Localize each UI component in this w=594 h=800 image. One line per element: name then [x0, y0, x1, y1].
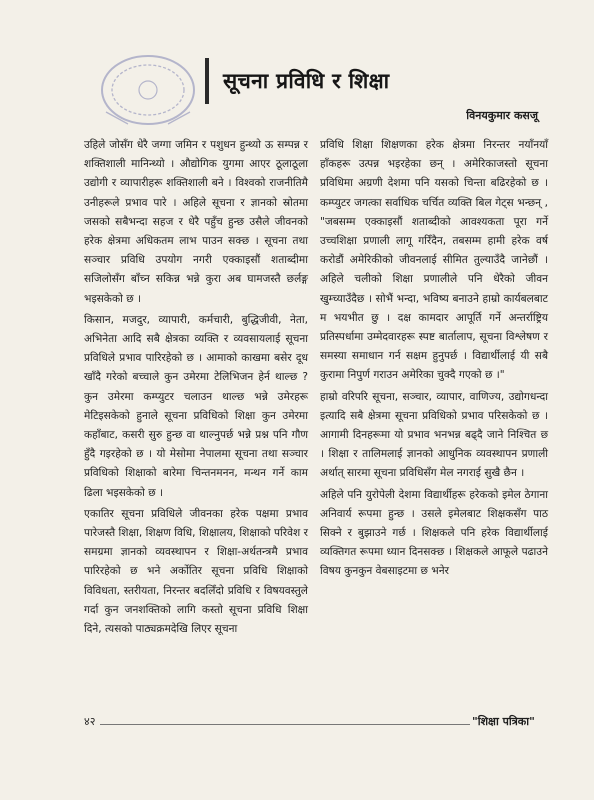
right-column	[320, 136, 548, 584]
title-accent-bar	[205, 58, 209, 104]
office-seal-stamp	[84, 40, 212, 140]
footer-rule	[100, 724, 470, 725]
author-name: विनयकुमार कसजू	[466, 109, 538, 122]
paragraph: अहिले पनि युरोपेली देशमा विद्यार्थीहरू हरेकको इमेल ठेगाना अनिवार्य रूपमा हुन्छ । उसले इमेलबाट शिक्षकसँग पाठ सिक्ने र बुझाउने गर्छ । शिक्षकले पनि हरेक विद्यार्थीलाई व्यक्तिगत रूपमा ध्यान दिनसक्छ । शिक्षकले आफूले पढाउने विषय कुनकुन वेबसाइटमा छ भनेर	[320, 488, 548, 578]
title-block	[205, 58, 389, 104]
page-number: ४२	[84, 715, 96, 728]
paragraph: किसान, मजदुर, व्यापारी, कर्मचारी, बुद्धिजीवी, नेता, अभिनेता आदि सबै क्षेत्रका व्यक्ति र व्यवसायलाई सूचना प्रविधिले प्रभाव पारिरहेको छ । आमाको काखमा बसेर दूध खाँदै गरेको बच्चाले कुन उमेरमा टेलिभिजन हेर्न थाल्छ ? कुन उमेरमा कम्प्युटर चलाउन थाल्छ भन्ने उमेरहरू मेटिइसकेको हुनाले सूचना प्रविधिको शिक्षा कुन उमेरमा कहाँबाट, कसरी सुरु हुन्छ वा थाल्नुपर्छ भन्ने प्रश्न पनि गौण हुँदै गइरहेको छ । यो मेसोमा नेपालमा सूचना तथा सञ्चार प्रविधिको शिक्षाको बारेमा चिन्तनमनन, मन्थन गर्ने काम ढिला भइसकेको छ ।	[84, 313, 308, 499]
paragraph: प्रविधि शिक्षा शिक्षणका हरेक क्षेत्रमा निरन्तर नयाँनयाँ हाँकहरू उत्पन्न भइरहेका छन् । अमेरिकाजस्तो सूचना प्रविधिमा अग्रणी देशमा पनि यसको चिन्ता बढिरहेको छ । कम्प्युटर जगत्का सर्वाधिक चर्चित व्यक्ति बिल गेट्स भन्छन् , "जबसम्म एक्काइसौं शताब्दीको आवश्यकता पूरा गर्ने उच्चशिक्षा प्रणाली लागू गरिँदैन, तबसम्म हामी हरेक वर्ष करोडौं अमेरिकीको जीवनलाई सीमित तुल्याउँदै जानेछौं । अहिले चलीको शिक्षा प्रणालीले पनि धेरैको जीवन खुम्च्याउँदैछ । सोभैं भन्दा, भविष्य बनाउने हाम्रो कार्यबलबाट म भयभीत छु । दक्ष कामदार आपूर्ति गर्ने अन्तर्राष्ट्रिय प्रतिस्पर्धामा उम्मेदवारहरू स्पष्ट बार्तालाप, सूचना विश्लेषण र समस्या समाधान गर्न सक्षम हुनुपर्छ । विद्यार्थीलाई यी सबै कुरामा निपुर्ण गराउन अमेरिका चुक्दै गएको छ ।"	[320, 139, 548, 382]
article-title: सूचना प्रविधि र शिक्षा	[223, 69, 390, 93]
publication-name: "शिक्षा पत्रिका"	[472, 715, 535, 728]
left-column	[84, 136, 308, 641]
paragraph: हाम्रो वरिपरि सूचना, सञ्चार, व्यापार, वाणिज्य, उद्योगधन्दा इत्यादि सबै क्षेत्रमा सूचना प्रविधिको प्रभाव परिसकेको छ । आगामी दिनहरूमा यो प्रभाव भनभन्न बढ्दै जाने निश्चित छ । शिक्षा र तालिमलाई ज्ञानको आधुनिक व्यवस्थापन प्रणाली अर्थात् सारमा सूचना प्रविधिसँग मेल नगराई सुखै छैन ।	[320, 390, 548, 480]
paragraph: एकातिर सूचना प्रविधिले जीवनका हरेक पक्षमा प्रभाव पारेजस्तै शिक्षा, शिक्षण विधि, शिक्षालय, शिक्षाको परिवेश र समग्रमा ज्ञानको व्यवस्थापन र शिक्षा-अर्थतन्त्रमै प्रभाव पारिरहेको छ भने अर्कोतिर सूचना प्रविधि शिक्षाको विविधता, स्तरीयता, निरन्तर बदलिँदो प्रविधि र विषयवस्तुले गर्दा कुन जनशक्तिको लागि कस्तो सूचना प्रविधि शिक्षा दिने, त्यसको पाठ्यक्रमदेखि लिएर सूचना	[84, 507, 308, 636]
paragraph: उहिले जोसँग धेरै जग्गा जमिन र पशुधन हुन्थ्यो ऊ सम्पन्न र शक्तिशाली मानिन्थ्यो । औद्योगिक युगमा आएर ठूलाठूला उद्योगी र व्यापारीहरू शक्तिशाली बने । विश्वको राजनीतिमै उनीहरूले प्रभाव पारे । अहिले सूचना र ज्ञानको स्रोतमा जसको सबैभन्दा सहज र धेरै पहुँच हुन्छ उसैले जीवनको हरेक क्षेत्रमा अधिकतम लाभ पाउन सक्छ । सूचना तथा सञ्चार प्रविधि उपयोग नगरी एक्काइसौं शताब्दीमा सजिलोसँग बाँच्न सकिन्न भन्ने कुरा अब घामजस्तै छर्लङ्ग भइसकेको छ ।	[84, 139, 308, 305]
